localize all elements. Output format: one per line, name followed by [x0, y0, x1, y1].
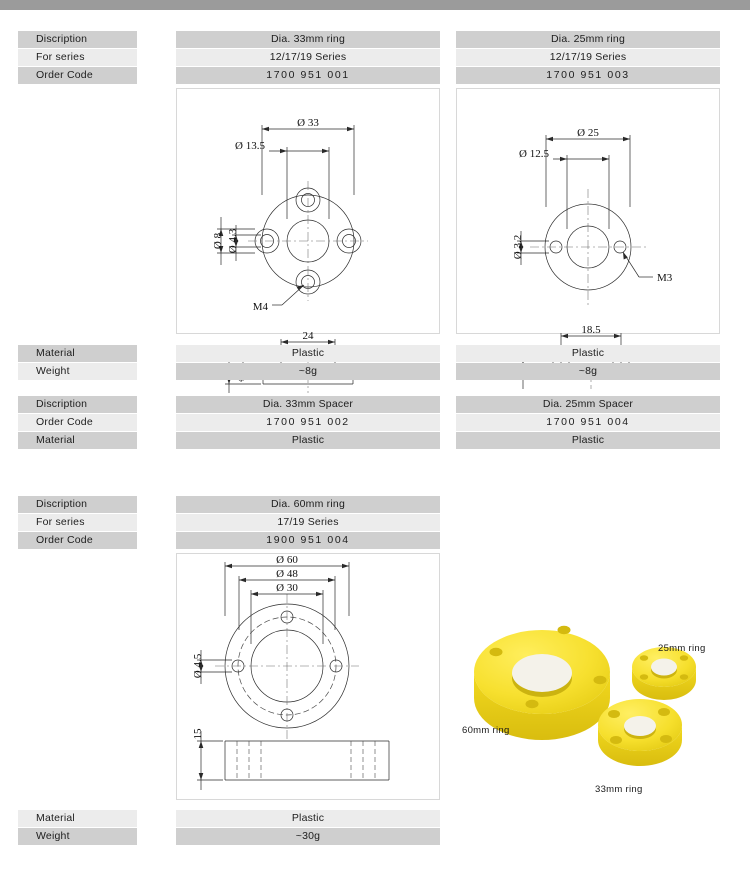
dim-label-m4: M4	[252, 301, 268, 313]
photo-ring-60mm	[474, 626, 610, 740]
spec-value-discription-25: Dia. 25mm ring	[456, 31, 720, 48]
spec-value-discription-33: Dia. 33mm ring	[176, 31, 440, 48]
footer-value-material-25: Plastic	[456, 345, 720, 362]
dim-label-d33: Ø 33	[297, 117, 319, 129]
spec-value-ordercode-25: 1700 951 003	[456, 67, 720, 84]
drawing-panel-25mm-ring	[456, 88, 720, 334]
spec-label-discription-33: Discription	[18, 31, 137, 48]
photo-label-25mm-ring: 25mm ring	[658, 643, 706, 654]
spacer-label-material-33: Material	[18, 432, 137, 449]
spacer-value-ordercode-25: 1700 951 004	[456, 414, 720, 431]
product-photo	[452, 600, 737, 800]
spec-value-forseries-25: 12/17/19 Series	[456, 49, 720, 66]
spec-label-ordercode-33: Order Code	[18, 67, 137, 84]
dim-label-15: 15	[192, 728, 204, 740]
photo-ring-33mm	[598, 699, 682, 766]
spacer-value-material-25: Plastic	[456, 432, 720, 449]
footer-value-weight-33: ~8g	[176, 363, 440, 380]
drawing-panel-33mm-ring	[176, 88, 440, 342]
spec-value-ordercode-60: 1900 951 004	[176, 532, 440, 549]
dim-label-d25: Ø 25	[577, 127, 599, 139]
dim-label-d48: Ø 48	[276, 568, 298, 580]
footer-value-material-60: Plastic	[176, 810, 440, 827]
spec-label-ordercode-60: Order Code	[18, 532, 137, 549]
spec-value-forseries-60: 17/19 Series	[176, 514, 440, 531]
spacer-value-ordercode-33: 1700 951 002	[176, 414, 440, 431]
spacer-value-discription-25: Dia. 25mm Spacer	[456, 396, 720, 413]
dim-label-d135: Ø 13.5	[235, 140, 265, 152]
footer-value-weight-25: ~8g	[456, 363, 720, 380]
dim-label-d60: Ø 60	[276, 554, 298, 566]
top-bar	[0, 0, 750, 10]
footer-value-weight-60: ~30g	[176, 828, 440, 845]
spec-value-discription-60: Dia. 60mm ring	[176, 496, 440, 513]
spacer-value-material-33: Plastic	[176, 432, 440, 449]
photo-label-60mm-ring: 60mm ring	[462, 725, 510, 736]
dim-label-d32: Ø 3.2	[512, 234, 524, 260]
spec-value-forseries-33: 12/17/19 Series	[176, 49, 440, 66]
footer-label-weight-60: Weight	[18, 828, 137, 845]
dim-label-185: 18.5	[581, 324, 601, 336]
dim-label-d45: Ø 4.5	[192, 653, 204, 679]
footer-label-material-60: Material	[18, 810, 137, 827]
spacer-label-discription-33: Discription	[18, 396, 137, 413]
photo-label-33mm-ring: 33mm ring	[595, 784, 643, 795]
dim-label-24: 24	[302, 330, 314, 342]
dim-label-d125: Ø 12.5	[519, 148, 549, 160]
spec-value-ordercode-33: 1700 951 001	[176, 67, 440, 84]
dim-label-m3: M3	[657, 272, 673, 284]
dim-label-d43: Ø 4.3	[227, 228, 239, 254]
footer-label-material-33: Material	[18, 345, 137, 362]
footer-label-weight-33: Weight	[18, 363, 137, 380]
photo-ring-25mm	[632, 647, 696, 700]
dim-label-d8: Ø 8	[212, 232, 224, 250]
footer-value-material-33: Plastic	[176, 345, 440, 362]
spec-label-forseries-33: For series	[18, 49, 137, 66]
spec-label-forseries-60: For series	[18, 514, 137, 531]
spacer-label-ordercode-33: Order Code	[18, 414, 137, 431]
spacer-value-discription-33: Dia. 33mm Spacer	[176, 396, 440, 413]
drawing-panel-60mm-ring	[176, 553, 440, 800]
dim-label-d30: Ø 30	[276, 582, 298, 594]
spec-label-discription-60: Discription	[18, 496, 137, 513]
